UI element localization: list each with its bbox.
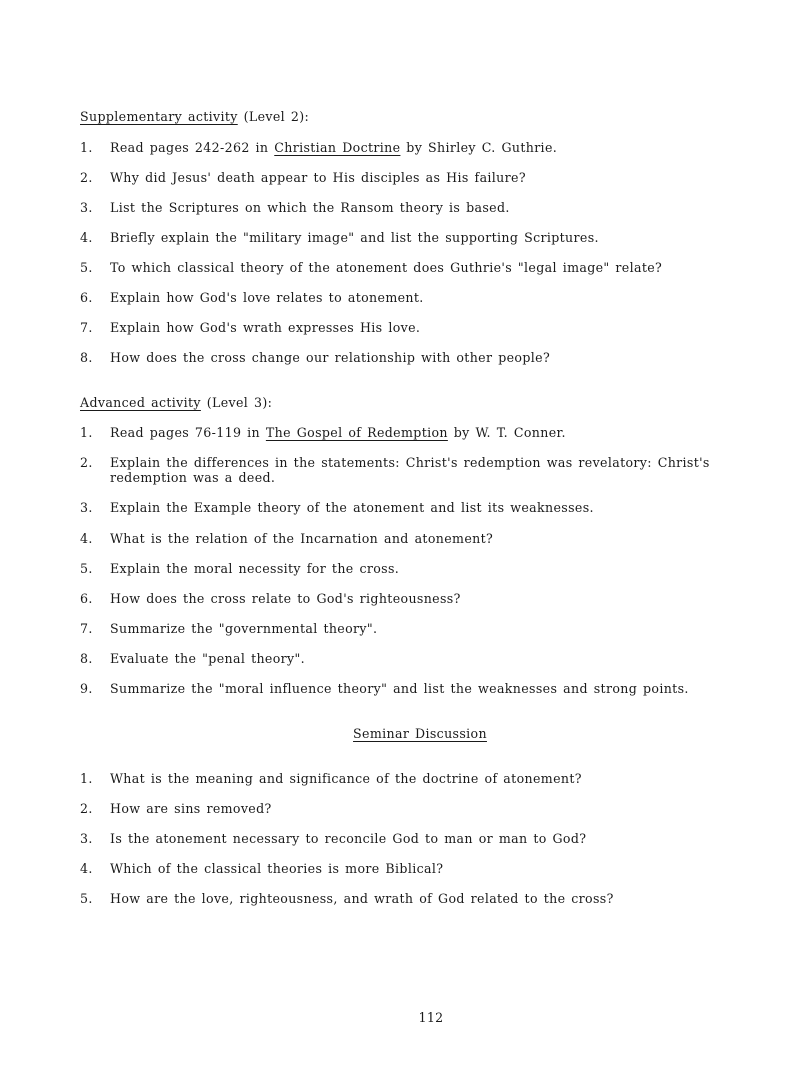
advanced-item <box>80 621 740 636</box>
advanced-item <box>80 681 740 696</box>
advanced-item <box>80 651 740 666</box>
item-text: Summarize the "moral influence theory" and list the weaknesses and strong points. <box>110 681 689 696</box>
supplementary-item <box>80 140 740 155</box>
item-number: 8. <box>80 350 93 365</box>
item-number: 5. <box>80 561 93 576</box>
advanced-item <box>80 425 740 440</box>
advanced-item <box>80 561 740 576</box>
item-text: How does the cross relate to God's righteousness? <box>110 591 461 606</box>
supplementary-heading <box>80 109 309 124</box>
seminar-item <box>80 831 740 846</box>
advanced-item <box>80 591 740 606</box>
item-number: 5. <box>80 891 93 906</box>
seminar-item <box>80 801 740 816</box>
item-text: To which classical theory of the atonement does Guthrie's "legal image" relate? <box>110 260 663 275</box>
supplementary-item <box>80 170 740 185</box>
item-number: 2. <box>80 170 93 185</box>
item-text: What is the relation of the Incarnation and atonement? <box>110 531 494 546</box>
item-number: 3. <box>80 831 93 846</box>
item-text: Evaluate the "penal theory". <box>110 651 306 666</box>
item-number: 1. <box>80 140 93 155</box>
seminar-item <box>80 891 740 906</box>
item-text: How are sins removed? <box>110 801 272 816</box>
item-number: 1. <box>80 425 93 440</box>
item-number: 7. <box>80 621 93 636</box>
item-text: What is the meaning and significance of the doctrine of atonement? <box>110 771 582 786</box>
supplementary-item <box>80 320 740 335</box>
item-number: 6. <box>80 290 93 305</box>
item-number: 7. <box>80 320 93 335</box>
item-text: How does the cross change our relationship with other people? <box>110 350 551 365</box>
item-text: Is the atonement necessary to reconcile God to man or man to God? <box>110 831 587 846</box>
page-number: 112 <box>418 1010 444 1025</box>
item-text: Read pages 76-119 in The Gospel of Redemption by W. T. Conner. <box>110 425 566 440</box>
item-text: Summarize the "governmental theory". <box>110 621 378 636</box>
item-number: 3. <box>80 500 93 515</box>
supplementary-item <box>80 260 740 275</box>
advanced-heading <box>80 395 272 410</box>
seminar-item <box>80 771 740 786</box>
item-number: 1. <box>80 771 93 786</box>
seminar-title: Seminar Discussion <box>353 726 487 741</box>
supplementary-title: Supplementary activity <box>80 109 238 124</box>
advanced-level: (Level 3): <box>206 395 273 410</box>
supplementary-item <box>80 350 740 365</box>
item-number: 9. <box>80 681 93 696</box>
item-text: Why did Jesus' death appear to His disciples as His failure? <box>110 170 526 185</box>
item-text: Read pages 242-262 in Christian Doctrine by Shirley C. Guthrie. <box>110 140 558 155</box>
item-number: 2. <box>80 801 93 816</box>
item-text: Explain the Example theory of the atonement and list its weaknesses. <box>110 500 594 515</box>
item-text: List the Scriptures on which the Ransom theory is based. <box>110 200 510 215</box>
item-text: Explain the moral necessity for the cross. <box>110 561 400 576</box>
item-number: 6. <box>80 591 93 606</box>
advanced-item <box>80 500 740 515</box>
item-text: Explain how God's wrath expresses His love. <box>110 320 421 335</box>
book-title: The Gospel of Redemption <box>265 425 448 440</box>
item-text: How are the love, righteousness, and wrath of God related to the cross? <box>110 891 614 906</box>
seminar-item <box>80 861 740 876</box>
item-text: Which of the classical theories is more Biblical? <box>110 861 444 876</box>
supplementary-item <box>80 200 740 215</box>
item-text: Explain how God's love relates to atonement. <box>110 290 424 305</box>
item-number: 3. <box>80 200 93 215</box>
advanced-item <box>80 455 740 485</box>
item-number: 8. <box>80 651 93 666</box>
item-number: 4. <box>80 861 93 876</box>
item-number: 4. <box>80 230 93 245</box>
item-number: 2. <box>80 455 93 470</box>
supplementary-item <box>80 230 740 245</box>
book-title: Christian Doctrine <box>274 140 401 155</box>
supplementary-item <box>80 290 740 305</box>
supplementary-level: (Level 2): <box>243 109 310 124</box>
item-number: 4. <box>80 531 93 546</box>
item-text: Explain the differences in the statements: Christ's redemption was revelatory: Christ's redemption was a deed. <box>110 455 710 485</box>
seminar-heading <box>0 726 799 741</box>
advanced-item <box>80 531 740 546</box>
item-number: 5. <box>80 260 93 275</box>
advanced-title: Advanced activity <box>80 395 201 410</box>
item-text: Briefly explain the "military image" and list the supporting Scriptures. <box>110 230 599 245</box>
